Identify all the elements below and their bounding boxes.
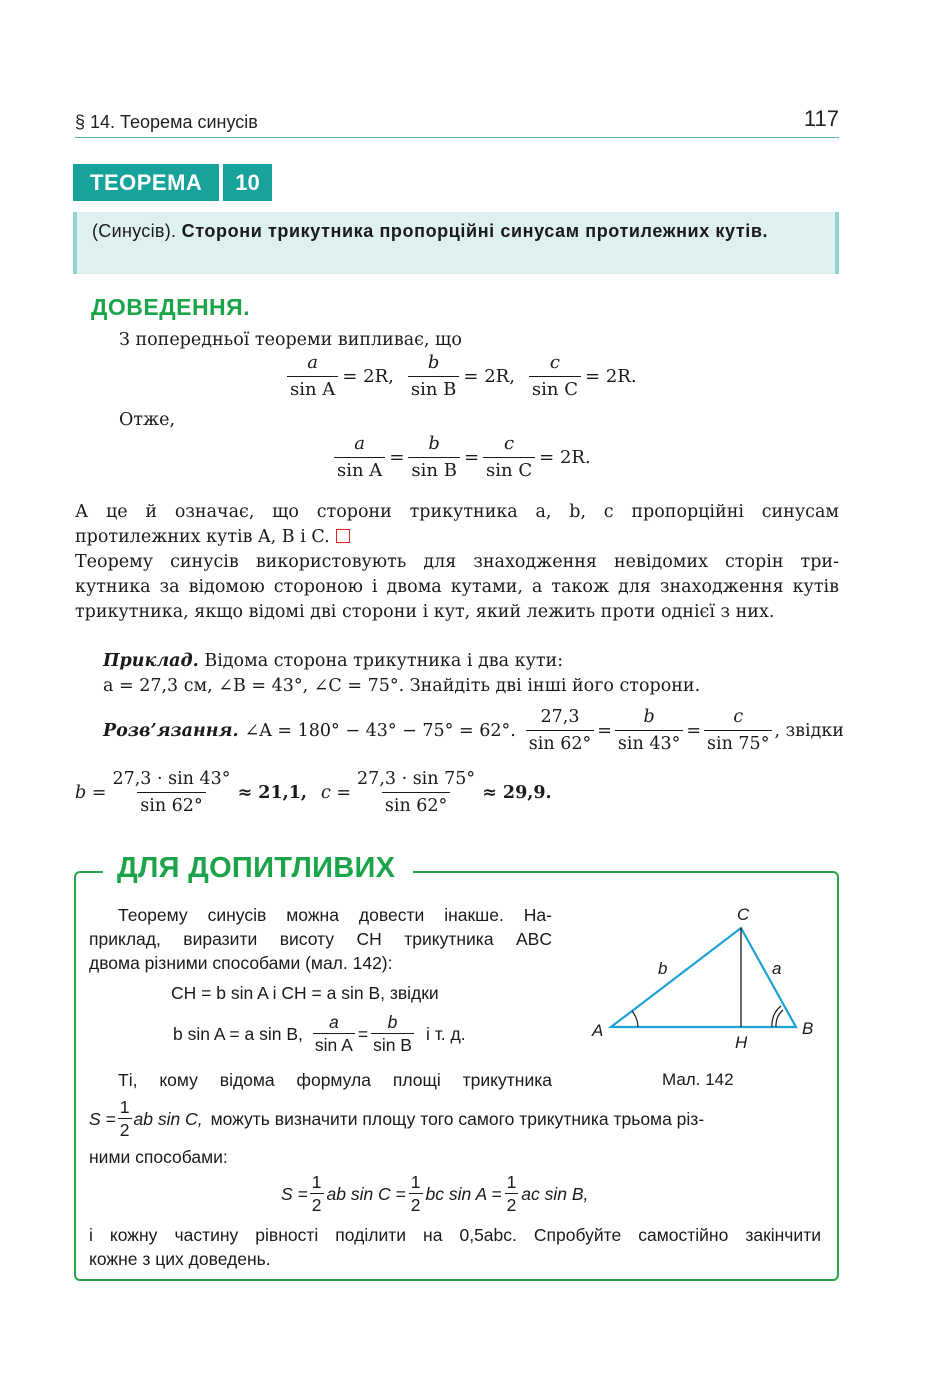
theorem-text: Сторони трикутника пропорційні синусам протилежних кутів. bbox=[181, 221, 769, 241]
fraction-half: $\frac{1}{2}$ bbox=[410, 1172, 421, 1215]
header-divider bbox=[75, 137, 839, 138]
fraction: $\frac{a}{\text{sin A}}$ bbox=[287, 352, 338, 401]
label-b-vertex: B bbox=[802, 1019, 814, 1038]
angle-b-arc-1 bbox=[776, 1010, 783, 1027]
curious-line-7: і кожну частину рівності поділити на 0,5abc. Спробуйте самостійно закінчити bbox=[89, 1225, 821, 1245]
fraction: $\frac{b}{\text{sin B}}$ bbox=[373, 1012, 412, 1055]
theorem-statement bbox=[92, 219, 827, 243]
solution-label: Розв’язання. bbox=[103, 720, 239, 741]
fraction: $\frac{27,3 \cdot \sin 75^\circ}{\sin 62^\circ}$ bbox=[357, 769, 476, 816]
curious-line-3: двома різними способами (мал. 142): bbox=[89, 953, 393, 973]
solution-line: Розв’язання. ∠A = 180° − 43° − 75° = 62°. $\frac{27,3}{\sin 62^\circ}$ = $\frac{b}{\sin 43^\circ}$ = $\frac{c}{\sin 75^\circ}$ , звідки bbox=[103, 707, 844, 754]
triangle-figure bbox=[580, 895, 830, 1095]
fraction: $\frac{b}{\text{sin B}}$ bbox=[408, 352, 460, 401]
fraction: $\frac{c}{\sin 75^\circ}$ bbox=[704, 706, 772, 755]
curious-line-2: приклад, виразити висоту CH трикутника ABC bbox=[89, 929, 552, 949]
section-header: § 14. Теорема синусів bbox=[75, 112, 258, 132]
ch-equation: CH = b sin A і CH = a sin B, звідки bbox=[171, 983, 439, 1003]
theorem-prefix: (Синусів). bbox=[92, 221, 177, 241]
proof-equation-2: $\frac{a}{\text{sin A}}$ = $\frac{b}{\text{sin B}}$ = $\frac{c}{\text{sin C}}$ = 2R. bbox=[334, 433, 591, 482]
fraction-half: $\frac{1}{2}$ bbox=[506, 1172, 517, 1215]
curious-line-1: Теорему синусів можна довести інакше. На- bbox=[118, 905, 552, 925]
fraction: $\frac{27,3 \cdot \sin 43^\circ}{\sin 62^\circ}$ bbox=[112, 769, 231, 816]
curious-line-8: кожне з цих доведень. bbox=[89, 1249, 271, 1269]
fraction-half: $\frac{1}{2}$ bbox=[119, 1097, 130, 1140]
proof-heading: ДОВЕДЕННЯ. bbox=[91, 294, 251, 320]
area-equation: S = $\frac{1}{2}$ ab sin C = $\frac{1}{2}$ bc sin A = $\frac{1}{2}$ ac sin B, bbox=[281, 1172, 589, 1215]
label-side-b: b bbox=[658, 959, 668, 978]
theorem-label: ТЕОРЕМА bbox=[73, 164, 219, 201]
usage-line-3: трикутника, якщо відомі дві сторони і кут, який лежить проти однієї з них. bbox=[75, 602, 775, 622]
proof-intro: З попередньої теореми випливає, що bbox=[119, 330, 462, 350]
fraction: $\frac{a}{\text{sin A}}$ bbox=[334, 433, 385, 482]
result-line: b = $\frac{27,3 \cdot \sin 43^\circ}{\sin 62^\circ}$ ≈ 21,1, c = $\frac{27,3 \cdot \sin 75^\circ}{\sin 62^\circ}$ ≈ 29,9. bbox=[75, 769, 552, 816]
page-number: 117 bbox=[803, 106, 839, 131]
usage-line-2: кутника за відомою стороною і двома кутами, а також для знаходження кутів bbox=[75, 577, 839, 597]
fraction: $\frac{27,3}{\sin 62^\circ}$ bbox=[526, 706, 594, 755]
label-a-vertex: A bbox=[592, 1021, 604, 1040]
fraction: $\frac{b}{\sin 43^\circ}$ bbox=[615, 706, 683, 755]
conclusion-line-2: протилежних кутів A, B і C. bbox=[75, 525, 350, 550]
fraction: $\frac{c}{\text{sin C}}$ bbox=[529, 352, 581, 401]
label-side-a: a bbox=[772, 959, 782, 978]
example-given: a = 27,3 см, ∠B = 43°, ∠C = 75°. Знайдіть дві інші його сторони. bbox=[103, 676, 701, 696]
fraction: $\frac{b}{\text{sin B}}$ bbox=[408, 433, 460, 482]
label-c: C bbox=[737, 905, 750, 924]
example-intro: Приклад. Відома сторона трикутника і два кути: bbox=[103, 651, 564, 671]
usage-line-1: Теорему синусів використовують для знаходження невідомих сторін три- bbox=[75, 552, 839, 572]
qed-square-icon bbox=[336, 529, 350, 543]
curious-line-4: Ті, кому відома формула площі трикутника bbox=[118, 1070, 552, 1090]
fraction: $\frac{a}{\text{sin A}}$ bbox=[314, 1012, 353, 1055]
figure-caption: Мал. 142 bbox=[662, 1070, 734, 1089]
curious-line-6: ними способами: bbox=[89, 1147, 228, 1167]
triangle-abc bbox=[611, 928, 796, 1027]
curious-title: ДЛЯ ДОПИТЛИВИХ bbox=[117, 852, 396, 884]
angle-a-arc bbox=[632, 1011, 638, 1027]
therefore-text: Отже, bbox=[119, 410, 176, 430]
label-h: H bbox=[735, 1033, 748, 1052]
ratio-equation: b sin A = a sin B, $\frac{a}{\text{sin A}}$ = $\frac{b}{\text{sin B}}$ і т. д. bbox=[173, 1012, 466, 1055]
theorem-number: 10 bbox=[223, 164, 271, 201]
theorem-banner bbox=[73, 164, 272, 201]
fraction-half: $\frac{1}{2}$ bbox=[311, 1172, 322, 1215]
proof-equation-1: $\frac{a}{\text{sin A}}$ = 2R, $\frac{b}{\text{sin B}}$ = 2R, $\frac{c}{\text{sin C}}$ = 2R. bbox=[287, 352, 637, 401]
fraction: $\frac{c}{\text{sin C}}$ bbox=[483, 433, 535, 482]
conclusion-line-1: А це й означає, що сторони трикутника a, b, c пропорційні синусам bbox=[75, 502, 839, 522]
area-formula-line: S = $\frac{1}{2}$ ab sin C, можуть визначити площу того самого трикутника трьома різ- bbox=[89, 1097, 705, 1140]
